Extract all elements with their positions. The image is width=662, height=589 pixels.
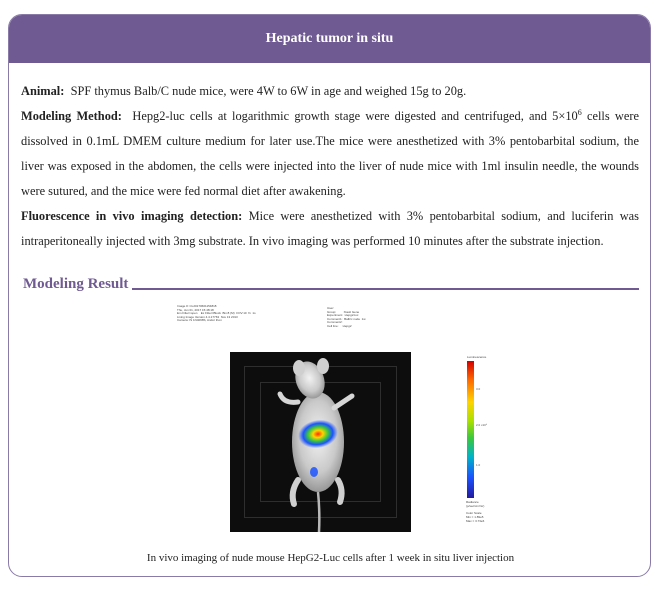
modeling-result-heading: [23, 272, 639, 296]
exponent: 6: [577, 107, 582, 117]
colorbar-unit: x10⁶: [481, 423, 488, 427]
colorbar-tick: 3.0: [476, 387, 481, 391]
fluorescence-paragraph: [21, 204, 639, 254]
image-metadata-left: Image #: CL20170601154818 Thu, Jun 01, 2017 15:48:18 Em Filter=open Ex Filter=Block Bin:8 (M) FOV:10 f1 1s Living Image Version 4.4.17763 Nov 13 2013 Camera: IS 1N4098S, Andor iKon: [177, 304, 256, 323]
imaging-figure: [173, 305, 499, 537]
colorbar-tick-value: 2.0: [476, 423, 481, 427]
luminescence-colorbar: [467, 361, 474, 498]
card-header: [9, 15, 650, 63]
card-title: Hepatic tumor in situ: [265, 31, 394, 46]
colorbar-tick: 1.0: [476, 463, 481, 467]
heading-underline: [132, 288, 639, 290]
image-metadata-right: User: Group: Xiaoli Gene Experiment: Hepg2-luc Comment1: Balb/c nude 1w Comment2: Cell line: Hepg2: [327, 306, 366, 328]
fluorescence-label: Fluorescence in vivo imaging detection:: [21, 209, 243, 223]
modeling-method-text: Hepg2-luc cells at logarithmic growth stage were digested and centrifuged, and 5×10: [132, 109, 578, 123]
animal-paragraph: [21, 79, 639, 104]
modeling-result-title: Modeling Result: [23, 275, 129, 292]
description-body: [21, 79, 639, 254]
colorbar-info: Radiance (p/sec/cm²/sr) Color Scale Min = 1.89e5 Max = 3.73e6: [466, 500, 485, 523]
modeling-method-label: Modeling Method:: [21, 109, 122, 123]
animal-text: SPF thymus Balb/C nude mice, were 4W to 6W in age and weighed 15g to 20g.: [70, 84, 467, 98]
colorbar-tick: [476, 423, 487, 427]
imaging-stage: [230, 352, 411, 532]
figure-caption: In vivo imaging of nude mouse HepG2-Luc cells after 1 week in situ liver injection: [146, 552, 515, 564]
modeling-method-paragraph: [21, 104, 639, 204]
fluorescence-text: Mice were anesthetized with 3% pentobarbital sodium, and luciferin was intraperitoneally injected with 3mg substrate. In vivo imaging was performed 10 minutes after the substrate injection.: [21, 209, 639, 248]
info-card: [8, 14, 651, 577]
animal-label: Animal:: [21, 84, 65, 98]
modeling-method-text-continued: cells were dissolved in 0.1mL DMEM culture medium for later use.The mice were anesthetized with 3% pentobarbital sodium, the liver was exposed in the abdomen, the cells were injected into the liver of nude mice with 1ml insulin needle, the wounds were sutured, and the mice were fed normal diet after awakening.: [21, 109, 639, 198]
mouse-image: [230, 352, 411, 532]
colorbar-title: Luminescence: [467, 355, 487, 359]
